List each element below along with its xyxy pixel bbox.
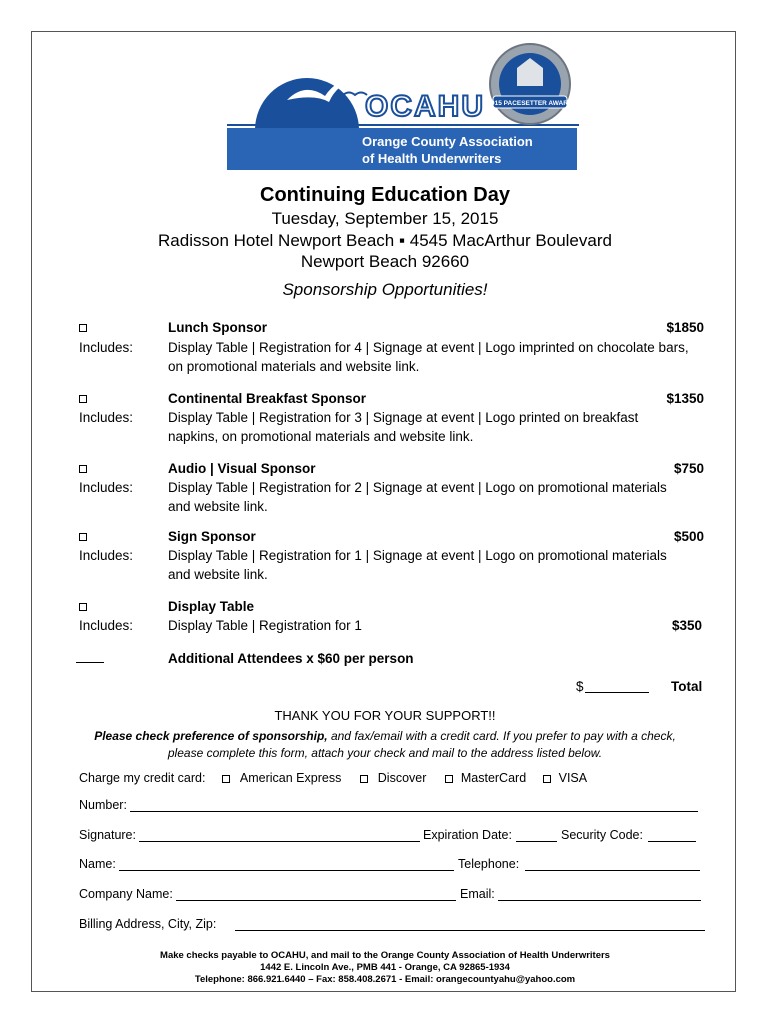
includes-label: Includes: [79, 548, 134, 563]
charge-card-row [79, 771, 587, 785]
total-amount-field[interactable] [585, 692, 649, 693]
company-name-field[interactable] [176, 900, 456, 901]
signature-field[interactable] [139, 841, 420, 842]
sponsor-desc: napkins, on promotional materials and website link. [168, 429, 474, 444]
breakfast-sponsor-checkbox[interactable] [79, 391, 87, 406]
sponsor-price: $500 [673, 529, 704, 544]
includes-label: Includes: [79, 340, 134, 355]
security-code-label: Security Code: [561, 828, 643, 842]
sponsor-price: $750 [673, 461, 704, 476]
event-city: Newport Beach 92660 [300, 252, 470, 271]
sponsor-desc: Display Table | Registration for 3 | Signage at event | Logo printed on breakfast [168, 410, 639, 425]
discover-checkbox[interactable] [360, 775, 368, 783]
mastercard-label: MasterCard [460, 771, 527, 785]
sponsor-price: $1850 [666, 320, 704, 335]
company-name-label: Company Name: [79, 887, 173, 901]
payment-note: Please check preference of sponsorship, and fax/email with a credit card. If you prefer to pay with a check, [94, 729, 676, 743]
payment-note-line2: please complete this form, attach your check and mail to the address listed below. [167, 746, 603, 760]
logo-wordmark: OCAHU [365, 90, 485, 123]
expiration-field[interactable] [516, 841, 557, 842]
visa-checkbox[interactable] [543, 775, 551, 783]
sponsor-price: $350 [671, 618, 702, 633]
sign-sponsor-checkbox[interactable] [79, 529, 87, 544]
attendees-count-field[interactable] [76, 662, 104, 663]
footer-line1: Make checks payable to OCAHU, and mail to the Orange County Association of Health Underwriters [160, 950, 610, 961]
thanks-text: THANK YOU FOR YOUR SUPPORT!! [274, 708, 496, 723]
total-label: Total [671, 679, 703, 694]
expiration-label: Expiration Date: [423, 828, 512, 842]
number-field[interactable] [130, 811, 698, 812]
includes-label: Includes: [79, 410, 134, 425]
total-dollar: $ [576, 679, 584, 694]
sponsor-desc: Display Table | Registration for 1 [168, 618, 362, 633]
sponsor-name: Lunch Sponsor [168, 320, 267, 335]
telephone-field[interactable] [525, 870, 700, 871]
visa-label: VISA [558, 771, 588, 785]
number-label: Number: [79, 798, 127, 812]
signature-label: Signature: [79, 828, 136, 842]
mastercard-checkbox[interactable] [445, 775, 453, 783]
amex-label: American Express [239, 771, 342, 785]
sponsor-name: Continental Breakfast Sponsor [168, 391, 367, 406]
av-sponsor-checkbox[interactable] [79, 461, 87, 476]
attendees-label: Additional Attendees x $60 per person [168, 651, 414, 666]
footer-contact: Telephone: 866.921.6440 – Fax: 858.408.2671 - Email: orangecountyahu@yahoo.com [194, 974, 576, 985]
name-label: Name: [79, 857, 116, 871]
footer-address: 1442 E. Lincoln Ave., PMB 441 - Orange, CA 92865-1934 [260, 962, 510, 973]
pacesetter-seal-icon [487, 44, 573, 124]
includes-label: Includes: [79, 618, 134, 633]
sponsor-desc: Display Table | Registration for 2 | Signage at event | Logo on promotional materials [168, 480, 667, 495]
name-field[interactable] [119, 870, 454, 871]
ocahu-logo [225, 40, 580, 170]
display-table-checkbox[interactable] [79, 599, 87, 614]
includes-label: Includes: [79, 480, 134, 495]
page-border [31, 31, 736, 992]
amex-checkbox[interactable] [222, 775, 230, 783]
security-code-field[interactable] [648, 841, 696, 842]
sponsor-desc: Display Table | Registration for 4 | Signage at event | Logo imprinted on chocolate bars, [168, 340, 689, 355]
sponsor-desc: Display Table | Registration for 1 | Signage at event | Logo on promotional materials [168, 548, 667, 563]
telephone-label: Telephone: [458, 857, 520, 871]
sponsor-name: Audio | Visual Sponsor [168, 461, 316, 476]
billing-address-field[interactable] [235, 930, 705, 931]
lunch-sponsor-checkbox[interactable] [79, 320, 87, 335]
sponsor-name: Display Table [168, 599, 255, 614]
sponsor-name: Sign Sponsor [168, 529, 256, 544]
event-venue: Radisson Hotel Newport Beach ▪ 4545 MacArthur Boulevard [158, 231, 612, 250]
sponsor-desc: and website link. [168, 567, 268, 582]
email-label: Email: [460, 887, 495, 901]
page-title: Continuing Education Day [260, 184, 510, 206]
sponsor-desc: on promotional materials and website link. [168, 359, 420, 374]
sponsor-price: $1350 [666, 391, 704, 406]
billing-address-label: Billing Address, City, Zip: [79, 917, 217, 931]
svg-text:2015 PACESETTER AWARD: 2015 PACESETTER AWARD [487, 100, 573, 107]
charge-card-label: Charge my credit card: [79, 771, 206, 785]
logo-line2: of Health Underwriters [362, 151, 502, 166]
logo-line1: Orange County Association [362, 134, 533, 149]
section-subtitle: Sponsorship Opportunities! [282, 280, 488, 299]
sponsor-desc: and website link. [168, 499, 268, 514]
event-date: Tuesday, September 15, 2015 [271, 209, 499, 228]
discover-label: Discover [377, 771, 427, 785]
email-field[interactable] [498, 900, 701, 901]
